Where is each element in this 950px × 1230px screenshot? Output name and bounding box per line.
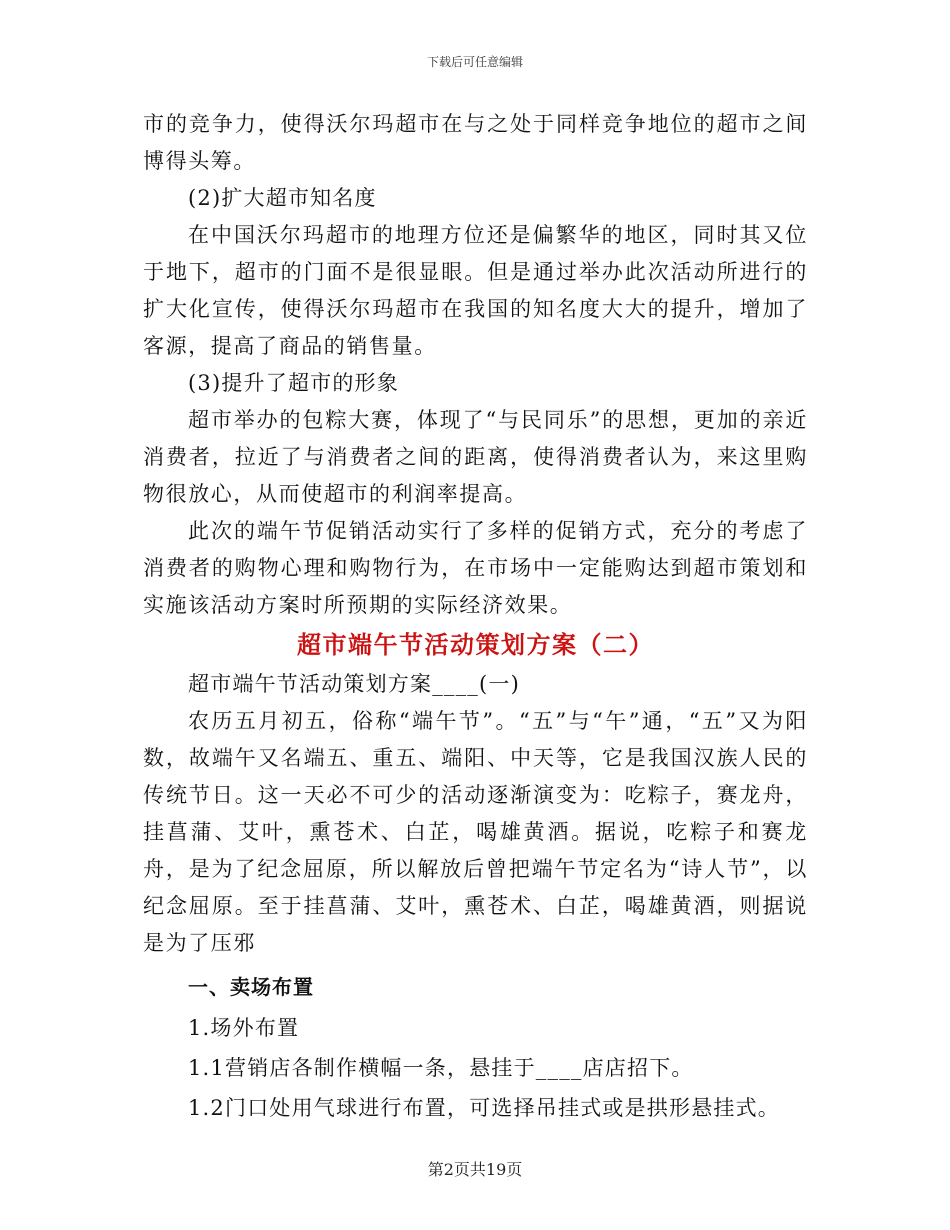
section-title: 超市端午节活动策划方案（二） (297, 631, 654, 659)
list-item-banner: 1.1营销店各制作横幅一条，悬挂于____店店招下。 (188, 1056, 694, 1080)
paragraph-image: 超市举办的包粽大赛，体现了“与民同乐”的思想，更加的亲近消费者，拉近了与消费者之间的距离，使得消费者认为，来这里购物很放心，从而使超市的利润率提高。 (143, 408, 808, 506)
paragraph-competitiveness: 市的竞争力，使得沃尔玛超市在与之处于同样竞争地位的超市之间博得头筹。 (143, 112, 808, 173)
heading-store-layout: 一、卖场布置 (188, 975, 314, 999)
list-item-balloons: 1.2门口处用气球进行布置，可选择吊挂式或是拱形悬挂式。 (188, 1096, 780, 1120)
page-header: 下载后可任意编辑 (426, 55, 523, 69)
plan-subtitle: 超市端午节活动策划方案____(一) (188, 672, 520, 696)
subheading-awareness: (2)扩大超市知名度 (188, 186, 377, 210)
paragraph-festival-intro: 农历五月初五，俗称“端午节”。“五”与“午”通，“五”又为阳数，故端午又名端五、重五、端阳、中天等，它是我国汉族人民的传统节日。这一天必不可少的活动逐渐演变为：吃粽子，赛龙舟，挂菖蒲、艾叶，熏苍术、白芷，喝雄黄酒。据说，吃粽子和赛龙舟，是为了纪念屈原，所以解放后曾把端午节定名为“诗人节”，以纪念屈原。至于挂菖蒲、艾叶，熏苍术、白芷，喝雄黄酒，则据说是为了压邪 (143, 709, 808, 955)
document-body (143, 106, 808, 1128)
paragraph-summary: 此次的端午节促销活动实行了多样的促销方式，充分的考虑了消费者的购物心理和购物行为，在市场中一定能购达到超市策划和实施该活动方案时所预期的实际经济效果。 (143, 519, 808, 617)
list-item-outdoor-layout: 1.场外布置 (188, 1016, 300, 1040)
paragraph-awareness: 在中国沃尔玛超市的地理方位还是偏繁华的地区，同时其又位于地下，超市的门面不是很显眼。但是通过举办此次活动所进行的扩大化宣传，使得沃尔玛超市在我国的知名度大大的提升，增加了客源，提高了商品的销售量。 (143, 223, 808, 358)
subheading-image: (3)提升了超市的形象 (188, 371, 399, 395)
page-number: 第2页共19页 (427, 1160, 523, 1179)
